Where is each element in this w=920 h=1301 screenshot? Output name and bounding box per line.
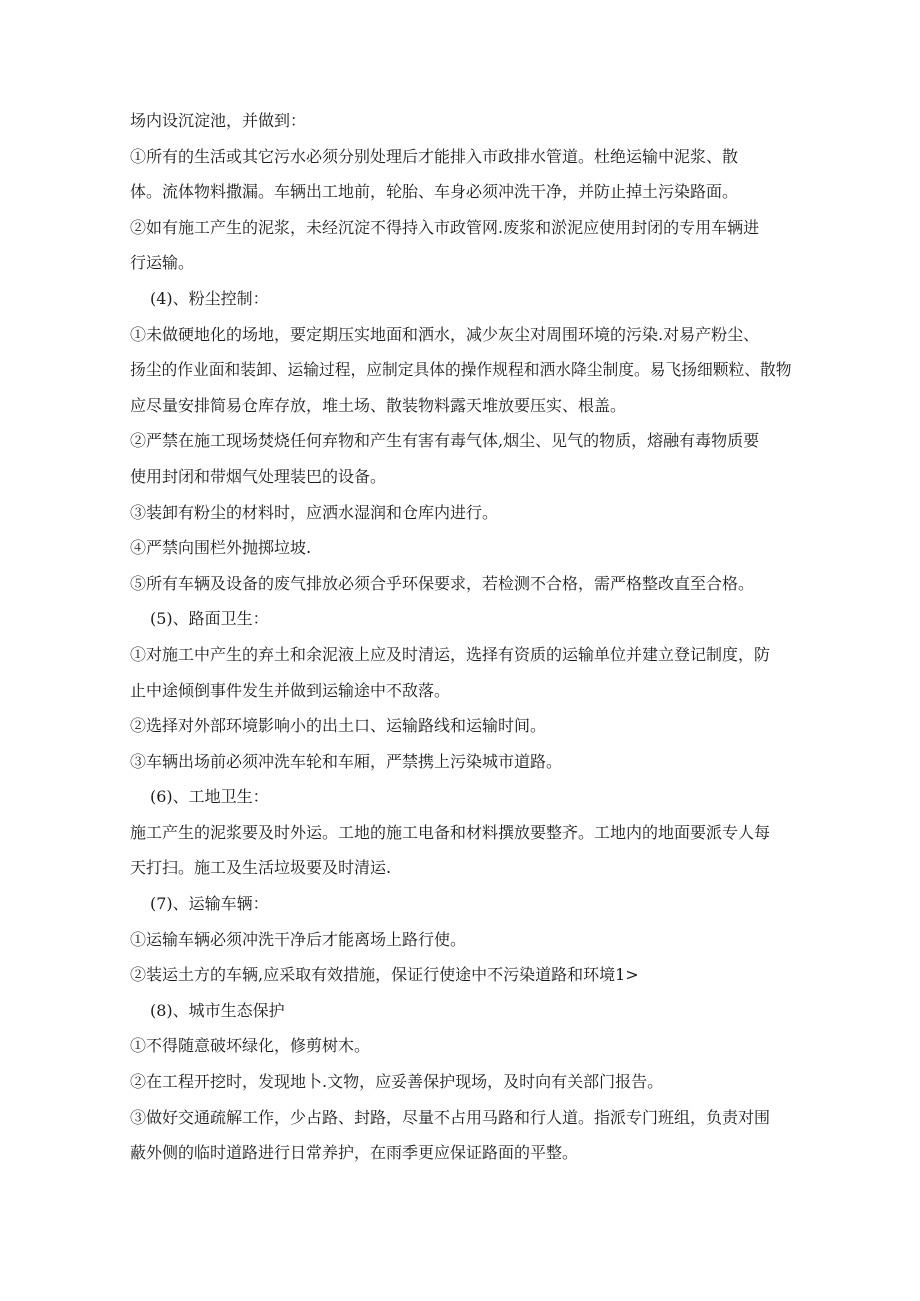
intro-line: 场内设沉淀池，并做到： xyxy=(130,111,307,130)
list-item: ③装卸有粉尘的材料时，应洒水湿润和仓库内进行。 xyxy=(130,502,499,522)
list-item: ②严禁在施工现场焚烧任何弃物和产生有害有毒气体,烟尘、见气的物质，熔融有毒物质要 xyxy=(130,431,760,451)
list-item: ①对施工中产生的弃土和余泥液上应及时清运，选择有资质的运输单位并建立登记制度，防 xyxy=(130,644,771,664)
list-item: ③车辆出场前必须冲洗车轮和车厢，严禁携上污染城市道路。 xyxy=(130,751,563,771)
section-heading-road-hygiene: (5)、路面卫生： xyxy=(150,609,269,629)
continuation-line: 体。流体物料撒漏。车辆出工地前，轮胎、车身必须冲洗干净，并防止掉土污染路面。 xyxy=(130,182,739,202)
continuation-line: 使用封闭和带烟气处理装巴的设备。 xyxy=(130,466,387,486)
list-item: ③做好交通疏解工作，少占路、封路，尽量不占用马路和行人道。指派专门班组，负责对围 xyxy=(130,1107,771,1127)
list-item: ②选择对外部环境影响小的出土口、运输路线和运输时间。 xyxy=(130,716,547,736)
list-item: ⑤所有车辆及设备的废气排放必须合乎环保要求，若检测不合格，需严格整改直至合格。 xyxy=(130,573,755,593)
paragraph-line: 天打扫。施工及生活垃圾要及时清运. xyxy=(130,858,392,878)
list-item: ①不得随意破坏绿化，修剪树木。 xyxy=(130,1036,371,1056)
continuation-line: 蔽外侧的临时道路进行日常养护，在雨季更应保证路面的平整。 xyxy=(130,1143,579,1163)
section-heading-site-hygiene: (6)、工地卫生： xyxy=(150,787,269,807)
list-item: ④严禁向围栏外抛掷垃坡. xyxy=(130,538,312,558)
paragraph-line: 施工产生的泥浆要及时外运。工地的施工电备和材料撰放要整齐。工地内的地面要派专人每 xyxy=(130,822,771,842)
continuation-line: 应尽量安排简易仓库存放，堆土场、散装物料露天堆放要压实、根盖。 xyxy=(130,395,627,415)
section-heading-urban-ecology: (8)、城市生态保护 xyxy=(150,1000,285,1020)
continuation-line: 扬尘的作业面和装卸、运输过程，应制定具体的操作规程和洒水降尘制度。易飞扬细颗粒、散物 xyxy=(130,360,792,380)
document-body xyxy=(130,103,796,1171)
list-item: ②在工程开挖时，发现地卜.文物，应妥善保护现场，及时向有关部门报告。 xyxy=(130,1072,664,1092)
list-item: ②如有施工产生的泥浆，未经沉淀不得持入市政管网.废浆和淤泥应使用封闭的专用车辆进 xyxy=(130,217,760,237)
continuation-line: 止中途倾倒事件发生并做到运输途中不敌落。 xyxy=(130,680,451,700)
list-item: ①运输车辆必须冲洗干净后才能离场上路行使。 xyxy=(130,929,467,949)
section-heading-dust-control: (4)、粉尘控制： xyxy=(150,288,269,308)
section-heading-transport-vehicles: (7)、运输车辆： xyxy=(150,894,269,914)
list-item: ①未做硬地化的场地，要定期压实地面和洒水，减少灰尘对周围环境的污染.对易产粉尘、 xyxy=(130,324,760,344)
list-item: ②装运土方的车辆,应采取有效措施，保证行使途中不污染道路和环境1> xyxy=(130,965,639,985)
continuation-line: 行运输。 xyxy=(130,253,195,273)
list-item: ①所有的生活或其它污水必须分别处理后才能排入市政排水管道。杜绝运输中泥浆、散 xyxy=(130,146,739,166)
